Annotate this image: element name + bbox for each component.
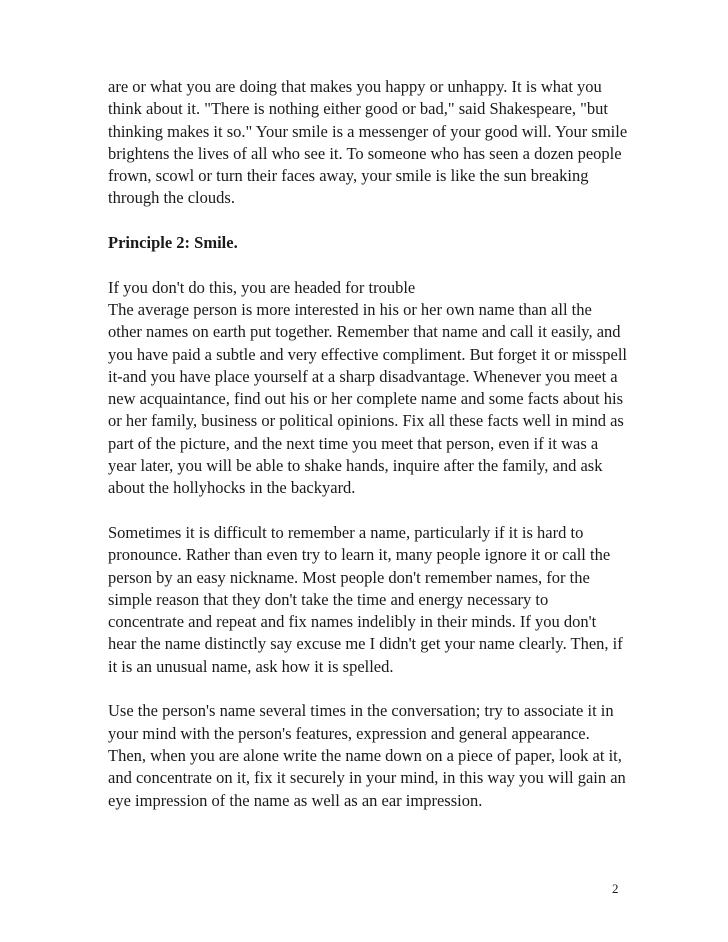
paragraph-remembering-names: Sometimes it is difficult to remember a name, particularly if it is hard to pronounce. Rather than even try to learn it, many people ignore it or call the person by an easy nickname. Most people don't remember names, for the simple reason that they don't take the time and energy necessary to concentrate and repeat and fix names indelibly in their minds. If you don't hear the name distinctly say excuse me I didn't get your name clearly. Then, if it is an unusual name, ask how it is spelled. xyxy=(108,522,623,676)
paragraph-warning-line: If you don't do this, you are headed for trouble xyxy=(108,277,416,297)
page-number: 2 xyxy=(612,881,619,896)
page-body xyxy=(108,76,628,834)
paragraph-name-association: Use the person's name several times in the conversation; try to associate it in your mind with the person's features, expression and general appearance. Then, when you are alone write the name down on a piece of paper, look at it, and concentrate on it, fix it securely in your mind, in this way you will gain an eye impression of the name as well as an ear impression. xyxy=(108,701,626,810)
principle-heading: Principle 2: Smile. xyxy=(108,233,238,253)
paragraph-names-importance: The average person is more interested in his or her own name than all the other names on earth put together. Remember that name and call it easily, and you have paid a subtle and very effective compliment. But forget it or misspell it-and you have place yourself at a sharp disadvantage. Whenever you meet a new acquaintance, find out his or her complete name and some facts about his or her family, business or political opinions. Fix all these facts well in mind as part of the picture, and the next time you meet that person, even if it was a year later, you will be able to shake hands, inquire after the family, and ask about the hollyhocks in the backyard. xyxy=(108,299,628,498)
paragraph-smile-continuation: are or what you are doing that makes you happy or unhappy. It is what you think about it. "There is nothing either good or bad," said Shakespeare, "but thinking makes it so." Your smile is a messenger of your good will. Your smile brightens the lives of all who see it. To someone who has seen a dozen people frown, scowl or turn their faces away, your smile is like the sun breaking through the clouds. xyxy=(108,77,628,208)
